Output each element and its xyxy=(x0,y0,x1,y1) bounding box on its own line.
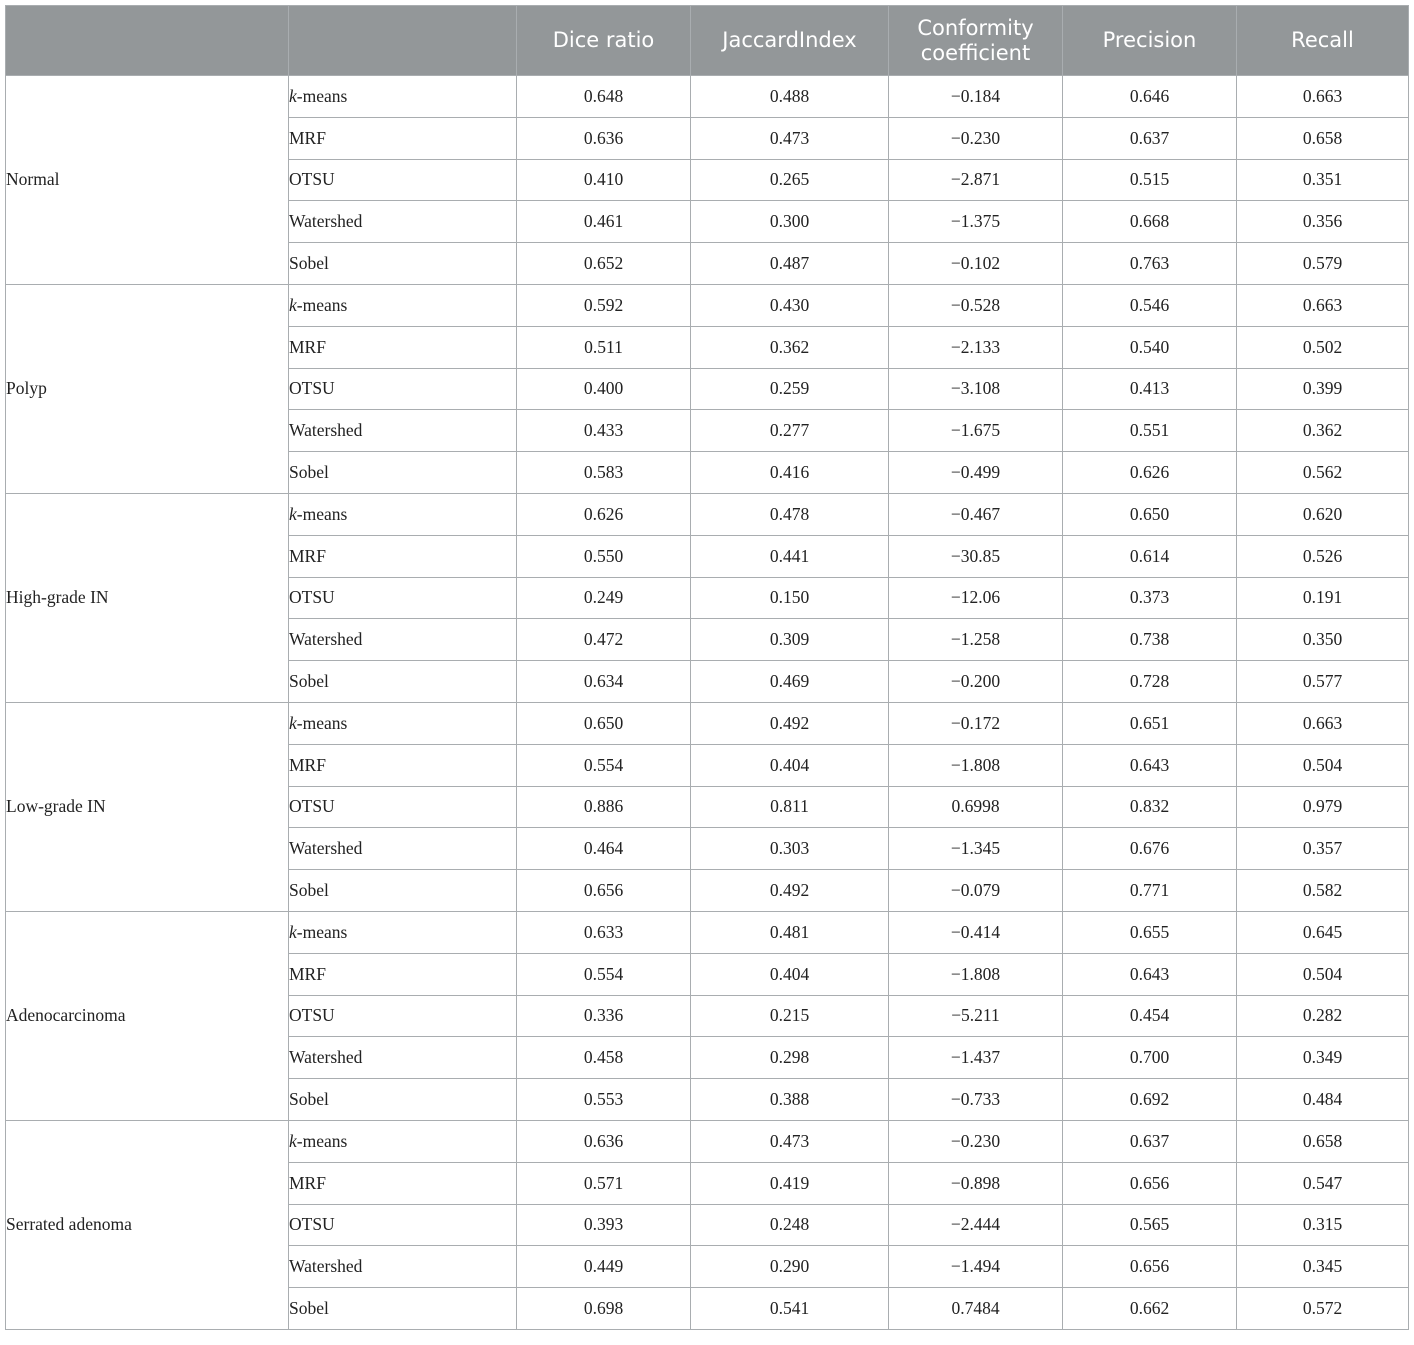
value-cell: −0.230 xyxy=(889,117,1063,159)
method-cell xyxy=(289,326,517,368)
value-cell: 0.526 xyxy=(1237,535,1409,577)
method-name: Watershed xyxy=(289,420,363,441)
table-row xyxy=(6,284,1409,326)
value-cell: 0.636 xyxy=(517,1120,691,1162)
value-cell: 0.277 xyxy=(691,410,889,452)
table-row xyxy=(6,702,1409,744)
value-cell: 0.643 xyxy=(1063,953,1237,995)
value-cell: 0.362 xyxy=(1237,410,1409,452)
value-cell: 0.700 xyxy=(1063,1037,1237,1079)
method-prefix: k xyxy=(289,85,297,106)
header-precision: Precision xyxy=(1063,6,1237,76)
value-cell: 0.540 xyxy=(1063,326,1237,368)
method-cell xyxy=(289,577,517,619)
value-cell: 0.656 xyxy=(517,870,691,912)
value-cell: 0.763 xyxy=(1063,243,1237,285)
value-cell: 0.546 xyxy=(1063,284,1237,326)
method-cell xyxy=(289,1204,517,1246)
value-cell: −1.375 xyxy=(889,201,1063,243)
value-cell: 0.349 xyxy=(1237,1037,1409,1079)
value-cell: 0.650 xyxy=(517,702,691,744)
method-cell xyxy=(289,786,517,828)
value-cell: 0.656 xyxy=(1063,1246,1237,1288)
method-name: Watershed xyxy=(289,838,363,859)
value-cell: 0.6998 xyxy=(889,786,1063,828)
method-cell xyxy=(289,744,517,786)
value-cell: 0.553 xyxy=(517,1079,691,1121)
value-cell: 0.626 xyxy=(517,493,691,535)
method-prefix: k xyxy=(289,712,297,733)
value-cell: 0.458 xyxy=(517,1037,691,1079)
method-name: OTSU xyxy=(289,587,335,608)
value-cell: 0.562 xyxy=(1237,452,1409,494)
value-cell: 0.655 xyxy=(1063,911,1237,953)
value-cell: 0.643 xyxy=(1063,744,1237,786)
value-cell: −1.258 xyxy=(889,619,1063,661)
value-cell: 0.265 xyxy=(691,159,889,201)
group-label: Normal xyxy=(6,76,289,285)
value-cell: 0.441 xyxy=(691,535,889,577)
method-name: Watershed xyxy=(289,629,363,650)
value-cell: 0.357 xyxy=(1237,828,1409,870)
header-recall: Recall xyxy=(1237,6,1409,76)
method-name: MRF xyxy=(289,1172,326,1193)
value-cell: 0.645 xyxy=(1237,911,1409,953)
method-cell xyxy=(289,1288,517,1330)
value-cell: 0.663 xyxy=(1237,702,1409,744)
value-cell: 0.413 xyxy=(1063,368,1237,410)
value-cell: −0.102 xyxy=(889,243,1063,285)
method-name: -means xyxy=(296,503,348,524)
value-cell: 0.399 xyxy=(1237,368,1409,410)
group-label: Low-grade IN xyxy=(6,702,289,911)
value-cell: 0.633 xyxy=(517,911,691,953)
value-cell: −5.211 xyxy=(889,995,1063,1037)
value-cell: 0.886 xyxy=(517,786,691,828)
method-prefix: k xyxy=(289,921,297,942)
value-cell: 0.658 xyxy=(1237,117,1409,159)
value-cell: 0.554 xyxy=(517,744,691,786)
value-cell: 0.259 xyxy=(691,368,889,410)
value-cell: 0.637 xyxy=(1063,1120,1237,1162)
method-name: Watershed xyxy=(289,1047,363,1068)
method-cell xyxy=(289,828,517,870)
value-cell: 0.303 xyxy=(691,828,889,870)
method-cell xyxy=(289,702,517,744)
method-cell xyxy=(289,1162,517,1204)
method-name: -means xyxy=(296,712,348,733)
value-cell: 0.550 xyxy=(517,535,691,577)
value-cell: 0.419 xyxy=(691,1162,889,1204)
value-cell: 0.979 xyxy=(1237,786,1409,828)
method-cell xyxy=(289,159,517,201)
value-cell: 0.473 xyxy=(691,1120,889,1162)
method-cell xyxy=(289,911,517,953)
table-row xyxy=(6,911,1409,953)
method-cell xyxy=(289,953,517,995)
value-cell: 0.582 xyxy=(1237,870,1409,912)
method-name: -means xyxy=(296,1130,348,1151)
value-cell: 0.315 xyxy=(1237,1204,1409,1246)
value-cell: 0.515 xyxy=(1063,159,1237,201)
value-cell: −0.172 xyxy=(889,702,1063,744)
method-name: MRF xyxy=(289,963,326,984)
table-row xyxy=(6,1120,1409,1162)
method-name: -means xyxy=(296,85,348,106)
value-cell: 0.487 xyxy=(691,243,889,285)
value-cell: 0.478 xyxy=(691,493,889,535)
value-cell: 0.469 xyxy=(691,661,889,703)
method-cell xyxy=(289,535,517,577)
method-name: Sobel xyxy=(289,253,329,274)
method-name: OTSU xyxy=(289,1005,335,1026)
value-cell: −0.414 xyxy=(889,911,1063,953)
method-cell xyxy=(289,410,517,452)
method-cell xyxy=(289,661,517,703)
value-cell: 0.656 xyxy=(1063,1162,1237,1204)
method-prefix: k xyxy=(289,1130,297,1151)
value-cell: 0.554 xyxy=(517,953,691,995)
value-cell: 0.404 xyxy=(691,953,889,995)
table-row xyxy=(6,76,1409,118)
method-cell xyxy=(289,1246,517,1288)
value-cell: 0.481 xyxy=(691,911,889,953)
value-cell: −2.444 xyxy=(889,1204,1063,1246)
header-conformity-coefficient: Conformity coefficient xyxy=(889,6,1063,76)
table-body xyxy=(6,76,1409,1330)
method-name: Sobel xyxy=(289,880,329,901)
method-name: OTSU xyxy=(289,1214,335,1235)
value-cell: 0.636 xyxy=(517,117,691,159)
value-cell: −1.808 xyxy=(889,953,1063,995)
value-cell: 0.728 xyxy=(1063,661,1237,703)
method-prefix: k xyxy=(289,503,297,524)
value-cell: 0.454 xyxy=(1063,995,1237,1037)
value-cell: 0.571 xyxy=(517,1162,691,1204)
method-name: OTSU xyxy=(289,796,335,817)
method-name: MRF xyxy=(289,545,326,566)
value-cell: 0.433 xyxy=(517,410,691,452)
value-cell: 0.492 xyxy=(691,702,889,744)
value-cell: 0.572 xyxy=(1237,1288,1409,1330)
value-cell: −0.230 xyxy=(889,1120,1063,1162)
value-cell: 0.388 xyxy=(691,1079,889,1121)
method-cell xyxy=(289,452,517,494)
value-cell: 0.416 xyxy=(691,452,889,494)
group-label: High-grade IN xyxy=(6,493,289,702)
method-cell xyxy=(289,284,517,326)
header-group xyxy=(6,6,289,76)
value-cell: 0.345 xyxy=(1237,1246,1409,1288)
value-cell: 0.583 xyxy=(517,452,691,494)
value-cell: 0.282 xyxy=(1237,995,1409,1037)
value-cell: 0.373 xyxy=(1063,577,1237,619)
method-name: OTSU xyxy=(289,169,335,190)
value-cell: 0.400 xyxy=(517,368,691,410)
value-cell: 0.658 xyxy=(1237,1120,1409,1162)
method-cell xyxy=(289,493,517,535)
value-cell: 0.215 xyxy=(691,995,889,1037)
value-cell: −0.200 xyxy=(889,661,1063,703)
method-name: Watershed xyxy=(289,1256,363,1277)
value-cell: −1.675 xyxy=(889,410,1063,452)
value-cell: 0.362 xyxy=(691,326,889,368)
header-dice-ratio: Dice ratio xyxy=(517,6,691,76)
method-cell xyxy=(289,995,517,1037)
value-cell: 0.410 xyxy=(517,159,691,201)
header-row xyxy=(6,6,1409,76)
method-prefix: k xyxy=(289,294,297,315)
value-cell: 0.511 xyxy=(517,326,691,368)
value-cell: 0.472 xyxy=(517,619,691,661)
value-cell: 0.350 xyxy=(1237,619,1409,661)
method-cell xyxy=(289,1037,517,1079)
value-cell: 0.502 xyxy=(1237,326,1409,368)
value-cell: −0.184 xyxy=(889,76,1063,118)
value-cell: 0.547 xyxy=(1237,1162,1409,1204)
value-cell: 0.637 xyxy=(1063,117,1237,159)
results-table xyxy=(5,5,1409,1330)
method-cell xyxy=(289,619,517,661)
value-cell: 0.464 xyxy=(517,828,691,870)
value-cell: 0.504 xyxy=(1237,953,1409,995)
value-cell: 0.298 xyxy=(691,1037,889,1079)
value-cell: 0.676 xyxy=(1063,828,1237,870)
method-name: -means xyxy=(296,294,348,315)
value-cell: 0.832 xyxy=(1063,786,1237,828)
method-cell xyxy=(289,870,517,912)
value-cell: 0.300 xyxy=(691,201,889,243)
value-cell: 0.565 xyxy=(1063,1204,1237,1246)
value-cell: −0.898 xyxy=(889,1162,1063,1204)
value-cell: 0.393 xyxy=(517,1204,691,1246)
value-cell: −0.733 xyxy=(889,1079,1063,1121)
value-cell: 0.579 xyxy=(1237,243,1409,285)
value-cell: 0.663 xyxy=(1237,284,1409,326)
value-cell: 0.551 xyxy=(1063,410,1237,452)
method-cell xyxy=(289,201,517,243)
method-name: MRF xyxy=(289,336,326,357)
value-cell: 0.771 xyxy=(1063,870,1237,912)
value-cell: 0.614 xyxy=(1063,535,1237,577)
group-label: Polyp xyxy=(6,284,289,493)
value-cell: 0.461 xyxy=(517,201,691,243)
value-cell: −1.808 xyxy=(889,744,1063,786)
value-cell: 0.430 xyxy=(691,284,889,326)
method-cell xyxy=(289,368,517,410)
value-cell: −30.85 xyxy=(889,535,1063,577)
value-cell: 0.356 xyxy=(1237,201,1409,243)
value-cell: −0.079 xyxy=(889,870,1063,912)
value-cell: −2.871 xyxy=(889,159,1063,201)
value-cell: 0.592 xyxy=(517,284,691,326)
method-name: Sobel xyxy=(289,1089,329,1110)
value-cell: −1.437 xyxy=(889,1037,1063,1079)
value-cell: 0.541 xyxy=(691,1288,889,1330)
value-cell: 0.351 xyxy=(1237,159,1409,201)
value-cell: 0.309 xyxy=(691,619,889,661)
value-cell: 0.634 xyxy=(517,661,691,703)
method-name: MRF xyxy=(289,754,326,775)
value-cell: 0.651 xyxy=(1063,702,1237,744)
value-cell: 0.668 xyxy=(1063,201,1237,243)
value-cell: 0.7484 xyxy=(889,1288,1063,1330)
method-cell xyxy=(289,76,517,118)
value-cell: 0.290 xyxy=(691,1246,889,1288)
value-cell: 0.484 xyxy=(1237,1079,1409,1121)
method-name: MRF xyxy=(289,127,326,148)
method-cell xyxy=(289,117,517,159)
value-cell: 0.248 xyxy=(691,1204,889,1246)
value-cell: −2.133 xyxy=(889,326,1063,368)
value-cell: 0.738 xyxy=(1063,619,1237,661)
header-method xyxy=(289,6,517,76)
method-name: Sobel xyxy=(289,671,329,692)
value-cell: 0.652 xyxy=(517,243,691,285)
value-cell: −0.499 xyxy=(889,452,1063,494)
value-cell: 0.249 xyxy=(517,577,691,619)
value-cell: 0.620 xyxy=(1237,493,1409,535)
value-cell: 0.449 xyxy=(517,1246,691,1288)
value-cell: 0.404 xyxy=(691,744,889,786)
method-name: Sobel xyxy=(289,462,329,483)
value-cell: 0.504 xyxy=(1237,744,1409,786)
value-cell: 0.692 xyxy=(1063,1079,1237,1121)
value-cell: 0.626 xyxy=(1063,452,1237,494)
value-cell: 0.811 xyxy=(691,786,889,828)
group-label: Serrated adenoma xyxy=(6,1120,289,1329)
value-cell: 0.663 xyxy=(1237,76,1409,118)
method-name: -means xyxy=(296,921,348,942)
method-name: OTSU xyxy=(289,378,335,399)
value-cell: −0.528 xyxy=(889,284,1063,326)
value-cell: 0.698 xyxy=(517,1288,691,1330)
value-cell: −1.345 xyxy=(889,828,1063,870)
value-cell: 0.492 xyxy=(691,870,889,912)
table-row xyxy=(6,493,1409,535)
value-cell: −1.494 xyxy=(889,1246,1063,1288)
value-cell: −3.108 xyxy=(889,368,1063,410)
value-cell: 0.336 xyxy=(517,995,691,1037)
value-cell: −0.467 xyxy=(889,493,1063,535)
value-cell: 0.577 xyxy=(1237,661,1409,703)
method-cell xyxy=(289,243,517,285)
value-cell: 0.650 xyxy=(1063,493,1237,535)
value-cell: 0.646 xyxy=(1063,76,1237,118)
value-cell: 0.662 xyxy=(1063,1288,1237,1330)
value-cell: 0.648 xyxy=(517,76,691,118)
method-cell xyxy=(289,1120,517,1162)
value-cell: 0.473 xyxy=(691,117,889,159)
value-cell: 0.488 xyxy=(691,76,889,118)
value-cell: 0.150 xyxy=(691,577,889,619)
method-name: Watershed xyxy=(289,211,363,232)
header-jaccard-index: JaccardIndex xyxy=(691,6,889,76)
method-cell xyxy=(289,1079,517,1121)
value-cell: −12.06 xyxy=(889,577,1063,619)
value-cell: 0.191 xyxy=(1237,577,1409,619)
group-label: Adenocarcinoma xyxy=(6,911,289,1120)
method-name: Sobel xyxy=(289,1298,329,1318)
